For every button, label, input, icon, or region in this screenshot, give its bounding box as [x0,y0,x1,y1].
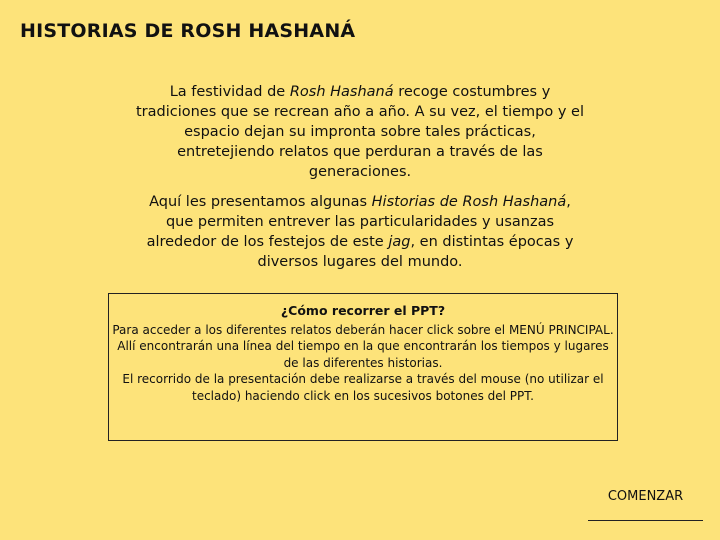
instructions-box [108,293,618,441]
start-button-underline [588,520,703,521]
page-title: HISTORIAS DE ROSH HASHANÁ [20,20,356,42]
instructions-line: Para acceder a los diferentes relatos deberán hacer click sobre el MENÚ PRINCIPAL. [112,322,614,337]
instructions-line: El recorrido de la presentación debe realizarse a través del mouse (no utilizar el teclado) haciendo click en los sucesivos botones del PPT. [122,372,604,403]
intro-paragraph-2: Aquí les presentamos algunas Historias de Rosh Hashaná, que permiten entrever las particularidades y usanzas alrededor de los festejos de este jag, en distintas épocas y diversos lugares del mundo. [146,194,574,270]
intro-text [135,82,585,282]
instructions-title: ¿Cómo recorrer el PPT? [280,303,446,318]
start-button[interactable]: COMENZAR [607,489,684,504]
intro-paragraph-1: La festividad de Rosh Hashaná recoge costumbres y tradiciones que se recrean año a año. A su vez, el tiempo y el espacio dejan su impronta sobre tales prácticas, entretejiendo relatos que perduran a través de las generaciones. [135,84,585,180]
instructions-line: Allí encontrarán una línea del tiempo en la que encontrarán los tiempos y lugares de las diferentes historias. [117,339,609,370]
